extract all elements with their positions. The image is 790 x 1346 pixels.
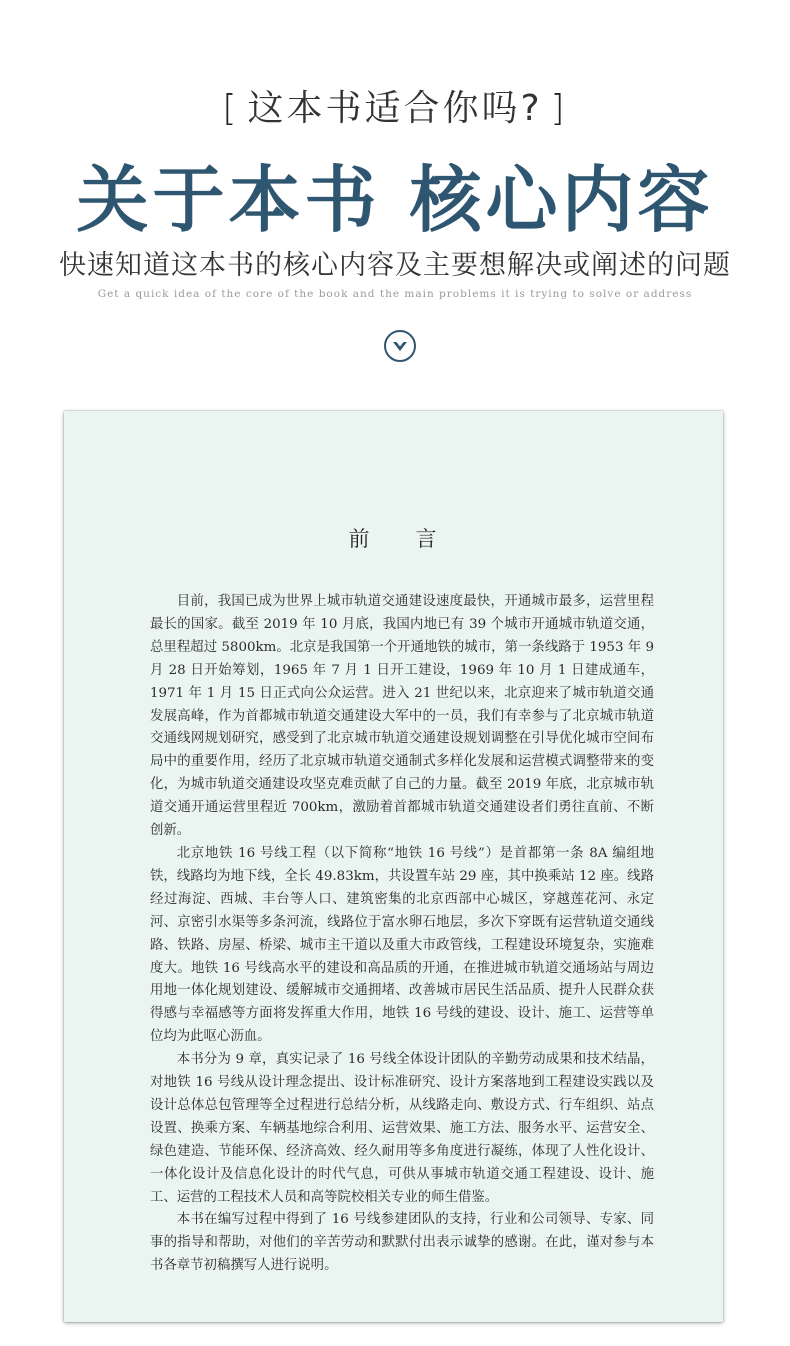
preface-paragraph-2: 北京地铁 16 号线工程（以下简称“地铁 16 号线”）是首都第一条 8A 编组地铁，线路均为地下线，全长 49.83km，共设置车站 29 座，其中换乘站 12 座。线路经过海淀、西城、丰台等人口、建筑密集的北京西部中心城区，穿越莲花河、永定河、京密引水渠等多条河流，线路位于富水卵石地层，多次下穿既有运营轨道交通线路、铁路、房屋、桥梁、城市主干道以及重大市政管线，工程建设环境复杂，实施难度大。地铁 16 号线高水平的建设和高品质的开通，在推进城市轨道交通场站与周边用地一体化规划建设、缓解城市交通拥堵、改善城市居民生活品质、提升人民群众获得感与幸福感等方面将发挥重大作用，地铁 16 号线的建设、设计、施工、运营等单位均为此呕心沥血。 (150, 845, 654, 1045)
main-title: 关于本书 核心内容 (76, 157, 714, 242)
preface-heading-right: 言 (415, 527, 439, 551)
bracket-left: [ (222, 88, 240, 129)
header-banner (0, 0, 790, 400)
subtitle: 快速知道这本书的核心内容及主要想解决或阐述的问题 (59, 250, 731, 281)
question-text: 这本书适合你吗? (247, 88, 543, 129)
preface-body (150, 591, 654, 1278)
preface-heading (64, 523, 723, 553)
chevron-down-icon (392, 340, 408, 354)
book-page-preview (64, 411, 723, 1322)
question-line (0, 80, 790, 131)
preface-paragraph-3: 本书分为 9 章，真实记录了 16 号线全体设计团队的辛勤劳动成果和技术结晶，对地铁 16 号线从设计理念提出、设计标准研究、设计方案落地到工程建设实践以及设计总体总包管理等全过程进行总结分析，从线路走向、敷设方式、行车组织、站点设置、换乘方案、车辆基地综合利用、运营效果、施工方法、服务水平、运营安全、绿色建造、节能环保、经济高效、经久耐用等多角度进行凝练，体现了人性化设计、一体化设计及信息化设计的时代气息，可供从事城市轨道交通工程建设、设计、施工、运营的工程技术人员和高等院校相关专业的师生借鉴。 (150, 1052, 654, 1205)
chevron-down-circle-icon[interactable] (384, 330, 416, 362)
subtitle-english: Get a quick idea of the core of the book and the main problems it is trying to solve or address (97, 288, 693, 300)
bracket-right: ] (550, 88, 568, 129)
preface-paragraph-1: 目前，我国已成为世界上城市轨道交通建设速度最快，开通城市最多，运营里程最长的国家。截至 2019 年 10 月底，我国内地已有 39 个城市开通城市轨道交通，总里程超过 5800km。北京是我国第一个开通地铁的城市，第一条线路于 1953 年 9 月 28 日开始筹划，1965 年 7 月 1 日开工建设，1969 年 10 月 1 日建成通车，1971 年 1 月 15 日正式向公众运营。进入 21 世纪以来，北京迎来了城市轨道交通发展高峰，作为首都城市轨道交通建设大军中的一员，我们有幸参与了北京城市轨道交通线网规划研究，感受到了北京城市轨道交通建设规划调整在引导优化城市空间布局中的重要作用，经历了北京城市轨道交通制式多样化发展和运营模式调整带来的变化，为城市轨道交通建设攻坚克难贡献了自己的力量。截至 2019 年底，北京城市轨道交通开通运营里程近 700km，激励着首都城市轨道交通建设者们勇往直前、不断创新。 (150, 594, 654, 839)
preface-paragraph-4: 本书在编写过程中得到了 16 号线参建团队的支持，行业和公司领导、专家、同事的指导和帮助，对他们的辛苦劳动和默默付出表示诚挚的感谢。在此，谨对参与本书各章节初稿撰写人进行说明。 (150, 1212, 654, 1274)
preface-heading-left: 前 (348, 527, 372, 551)
